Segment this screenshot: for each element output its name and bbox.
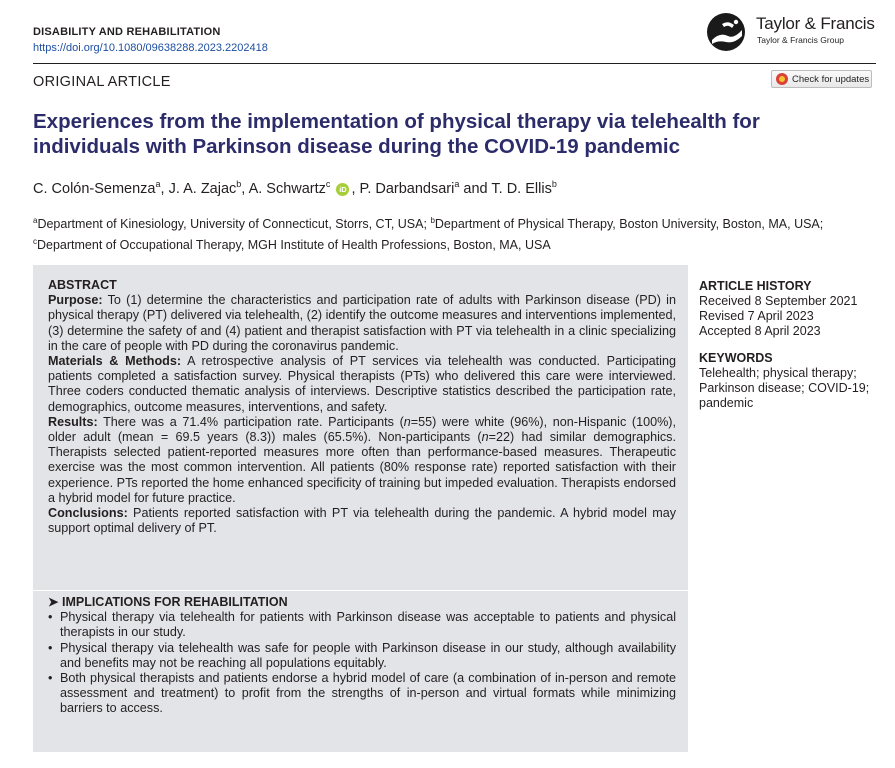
- implications: [48, 595, 676, 717]
- article-history-heading: ARTICLE HISTORY: [699, 279, 812, 293]
- keywords-heading: KEYWORDS: [699, 351, 773, 365]
- check-for-updates-label: Check for updates: [792, 73, 870, 85]
- publisher-logo[interactable]: [706, 12, 876, 54]
- list-item: • Physical therapy via telehealth was safe for people with Parkinson disease in our study, although availability and benefits may not be reaching all populations equitably.: [48, 641, 676, 671]
- author-name[interactable]: P. Darbandsari: [359, 181, 455, 197]
- article-title: Experiences from the implementation of physical therapy via telehealth for individuals with Parkinson disease during the COVID-19 pandemic: [33, 110, 760, 158]
- author-affil-sup: b: [551, 179, 557, 189]
- purpose-text: To (1) determine the characteristics and participation rate of adults with Parkinson disease (PD) in physical therapy (PT) delivered via telehealth, (2) identify the outcome measures and interventions implemented, (3) determine the safety of and (4) patient and therapist satisfaction with PT via telehealth in a clinic specializing in the care of people with PD during the coronavirus pandemic.: [48, 293, 676, 353]
- list-item: • Both physical therapists and patients endorse a hybrid model of care (a combination of in-person and remote assessment and treatment) to profit from the strengths of in-person and virtual formats while minimizing barriers to access.: [48, 671, 676, 717]
- author-list: C. Colón-Semenza$^a$, J. A. Zajac$^b$, A. Schwartz$^c$ iD , P. Darbandsari$^a$ and T. D. Ellis$^b$: [33, 179, 557, 197]
- check-for-updates-button[interactable]: [771, 70, 872, 88]
- affiliations: [33, 212, 878, 254]
- publisher-name: Taylor & Francis: [756, 14, 875, 33]
- abstract-heading: ABSTRACT: [48, 278, 117, 292]
- keywords-text: Telehealth; physical therapy; Parkinson disease; COVID-19; pandemic: [699, 366, 870, 410]
- abstract-conclusions: [48, 506, 676, 536]
- n-symbol: n: [481, 430, 489, 445]
- author-affil-sup: a: [454, 179, 460, 189]
- affiliation-text: Department of Kinesiology, University of Connecticut, Storrs, CT, USA;: [37, 217, 431, 232]
- author-affil-sup: c: [325, 179, 331, 189]
- list-item: • Physical therapy via telehealth for patients with Parkinson disease was acceptable to patients and physical therapists in our study.: [48, 610, 676, 640]
- methods-text: A retrospective analysis of PT services via telehealth was conducted. Participating patients completed a satisfaction survey. Physical therapists (PTs) who delivered this care were interviewed. Three coders conducted thematic analysis of interviews. Descriptive statistics described the participation rate, demographics, outcome measures, interventions, and safety.: [48, 354, 676, 414]
- accepted-date: Accepted 8 April 2023: [699, 324, 821, 338]
- crossmark-icon: [776, 73, 788, 85]
- author-name[interactable]: C. Colón-Semenza: [33, 181, 156, 197]
- abstract-purpose: [48, 293, 676, 354]
- results-text: =22) had similar demographics. Therapists selected patient-reported measures more often than performance-based measures. Therapeutic exercise was the most common intervention. All patients (80% response rate) reported satisfaction with their experience. PTs reported the home enhanced specificity of training but impeded evaluation. Therapists endorsed a hybrid model for future practice.: [48, 430, 676, 505]
- affil-sup: a: [33, 216, 38, 225]
- abstract: [48, 278, 676, 536]
- chevron-right-icon: ➤: [48, 595, 59, 609]
- author-name[interactable]: T. D. Ellis: [491, 181, 552, 197]
- article-sidebar: [699, 279, 879, 411]
- implications-divider: [33, 590, 688, 591]
- purpose-label: Purpose:: [48, 293, 103, 308]
- publisher-group: Taylor & Francis Group: [757, 35, 844, 45]
- results-text: There was a 71.4% participation rate. Participants (: [97, 414, 404, 429]
- methods-label: Materials & Methods:: [48, 354, 182, 369]
- n-symbol: n: [403, 414, 411, 429]
- abstract-box: [33, 265, 688, 752]
- lamp-bearer-logo-icon: [706, 12, 750, 54]
- header-rule: [33, 63, 876, 64]
- conclusions-label: Conclusions:: [48, 506, 128, 521]
- author-name[interactable]: J. A. Zajac: [168, 181, 237, 197]
- abstract-results: [48, 415, 676, 506]
- author-connector: and: [463, 181, 488, 197]
- affiliation-text: Department of Occupational Therapy, MGH Institute of Health Professions, Boston, MA, USA: [37, 238, 551, 253]
- implications-list: [48, 610, 676, 716]
- article-type: ORIGINAL ARTICLE: [33, 74, 171, 90]
- affil-sup: c: [33, 237, 37, 247]
- abstract-methods: [48, 354, 676, 415]
- affil-sup: b: [430, 216, 435, 225]
- doi-link[interactable]: https://doi.org/10.1080/09638288.2023.2202418: [33, 42, 268, 54]
- received-date: Received 8 September 2021: [699, 294, 858, 308]
- affiliation-text: Department of Physical Therapy, Boston University, Boston, MA, USA;: [434, 217, 824, 232]
- conclusions-text: Patients reported satisfaction with PT via telehealth during the pandemic. A hybrid model may support optimal delivery of PT.: [48, 506, 676, 536]
- revised-date: Revised 7 April 2023: [699, 309, 814, 323]
- author-affil-sup: b: [236, 179, 242, 189]
- results-label: Results:: [48, 414, 98, 429]
- author-affil-sup: a: [155, 179, 161, 189]
- author-name[interactable]: A. Schwartz: [248, 181, 326, 197]
- journal-name: DISABILITY AND REHABILITATION: [33, 26, 221, 38]
- orcid-icon[interactable]: iD: [336, 183, 349, 196]
- results-text: =55) were white (96%), non-Hispanic (100%), older adult (mean = 69.5 years (8.3)) males (65.5%). Non-participants (: [48, 414, 676, 445]
- implications-heading-text: IMPLICATIONS FOR REHABILITATION: [61, 595, 288, 609]
- implications-heading: [48, 595, 676, 610]
